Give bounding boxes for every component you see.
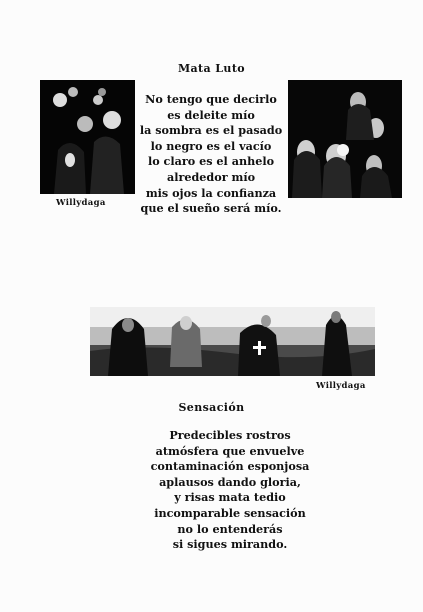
- poem-line: lo claro es el anhelo: [147, 154, 275, 169]
- poem-body-mata-luto: [136, 92, 286, 217]
- poem-line: es deleite mío: [167, 107, 255, 122]
- poem-title-mata-luto: Mata Luto: [177, 62, 246, 75]
- poem-line: lo negro es el vacío: [150, 138, 272, 153]
- poem-line: Predecibles rostros: [169, 428, 291, 442]
- poem-line: incomparable sensación: [154, 505, 306, 520]
- poem-line: aplausos dando gloria,: [159, 474, 301, 489]
- poem-line: no lo entenderás: [177, 521, 283, 536]
- poem-line: mis ojos la confianza: [145, 185, 277, 200]
- poem-line: contaminación esponjosa: [150, 459, 310, 474]
- poem-line: que el sueño será mío.: [140, 201, 282, 216]
- poem-line: No tengo que decirlo: [145, 92, 277, 106]
- poem-title-sensacion: Sensación: [178, 401, 245, 414]
- band-photo-wide: [90, 307, 375, 376]
- photo-credit-left: Willydaga: [56, 198, 106, 208]
- photo-credit-wide: Willydaga: [316, 381, 366, 391]
- poem-line: atmósfera que envuelve: [155, 443, 305, 458]
- band-photo-right: [288, 80, 402, 198]
- poem-line: alrededor mío: [166, 169, 256, 184]
- poem-line: si sigues mirando.: [172, 537, 288, 552]
- poem-body-sensacion: [150, 428, 310, 553]
- band-photo-left: [40, 80, 135, 194]
- poem-line: y risas mata tedio: [174, 490, 286, 505]
- poem-line: la sombra es el pasado: [139, 123, 283, 138]
